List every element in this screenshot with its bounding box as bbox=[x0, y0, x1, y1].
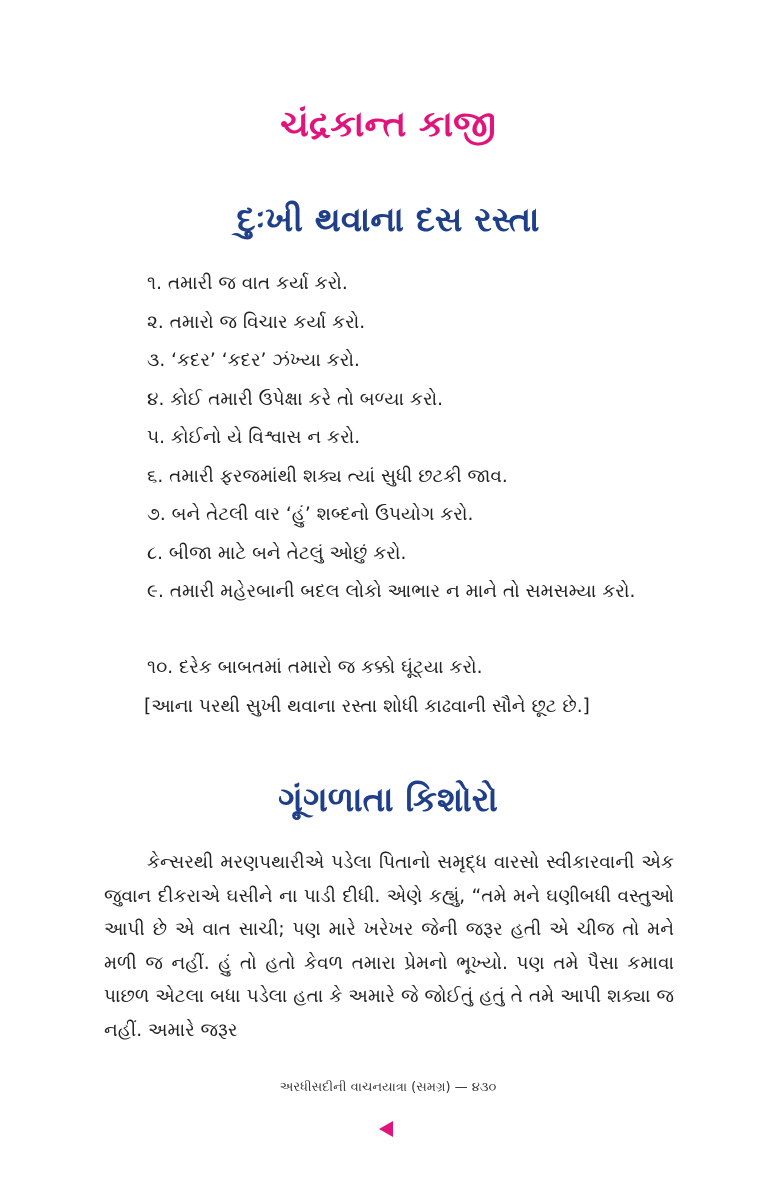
page-footer: અરધીસદીની વાચનયાત્રા (સમગ્ર) — ૪૩૦ bbox=[279, 1080, 497, 1095]
list-item: ૫. કોઈનો યે વિશ્વાસ ન કરો. bbox=[147, 427, 361, 448]
list-item: ૧. તમારી જ વાત કર્યા કરો. bbox=[147, 273, 348, 294]
list-item: ૭. બને તેટલી વાર ‘હું’ શબ્દનો ઉપયોગ કરો. bbox=[147, 504, 474, 525]
list-item: ૪. કોઈ તમારી ઉપેક્ષા કરે તો બળ્યા કરો. bbox=[147, 388, 444, 410]
list-item: ૮. બીજા માટે બને તેટલું ઓછું કરો. bbox=[147, 542, 407, 564]
list-note: [આના પરથી સુખી થવાના રસ્તા શોધી કાઢવાની સૌને છૂટ છે.] bbox=[144, 695, 590, 717]
story-paragraph: કેન્સરથી મરણપથારીએ પડેલા પિતાનો સમૃદ્ધ વારસો સ્વીકારવાની એક જુવાન દીકરાએ ઘસીને ના પાડી દીધી. એણે કહ્યું, “તમે મને ઘણીબધી વસ્તુઓ આપી છે એ વાત સાચી; પણ મારે ખરેખર જેની જરૂર હતી એ ચીજ તો મને મળી જ નહીં. હું તો હતો કેવળ તમારા પ્રેમનો ભૂખ્યો. પણ તમે પૈસા કમાવા પાછળ એટલા બધા પડેલા હતા કે અમારે જે જોઈતું હતું તે તમે આપી શક્યા જ નહીં. અમારે જરૂર bbox=[104, 852, 674, 1041]
section-title-1: દુઃખી થવાના દસ રસ્તા bbox=[236, 200, 540, 240]
list-item: ૩. ‘કદર’ ‘કદર’ ઝંખ્યા કરો. bbox=[147, 350, 360, 371]
list-item: ૬. તમારી ફરજમાંથી શક્ય ત્યાં સુધી છટકી જાવ. bbox=[147, 465, 508, 487]
author-name: ચંદ્રકાન્ત કાજી bbox=[280, 104, 496, 145]
section-title-2: ગૂંગળાતા કિશોરો bbox=[278, 780, 498, 820]
ten-ways-list bbox=[104, 265, 674, 726]
list-item: ૧૦. દરેક બાબતમાં તમારો જ કક્કો ઘૂંટ્યા કરો. bbox=[147, 657, 483, 678]
list-item: ૨. તમારો જ વિચાર કર્યા કરો. bbox=[147, 311, 366, 333]
previous-page-arrow-icon[interactable] bbox=[379, 1121, 393, 1137]
list-item: ૯. તમારી મહેરબાની બદલ લોકો આભાર ન માને તો સમસમ્યા કરો. bbox=[147, 581, 636, 602]
